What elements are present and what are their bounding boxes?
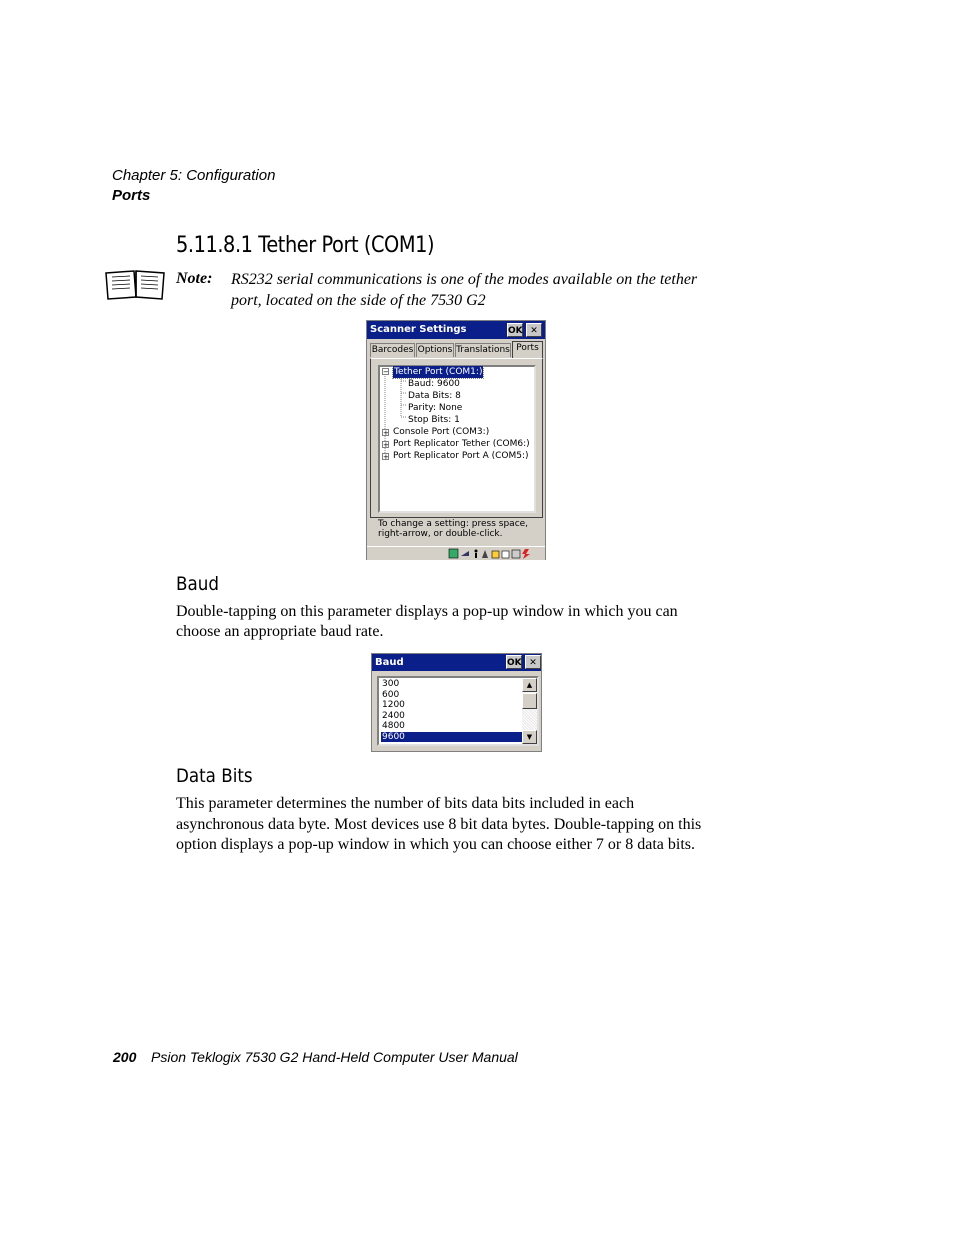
battery-icon xyxy=(522,549,530,559)
manual-title: Psion Teklogix 7530 G2 Hand-Held Computer User Manual xyxy=(151,1049,518,1065)
taskbar xyxy=(367,546,545,560)
tree-item-stop-bits[interactable]: Stop Bits: 1 xyxy=(408,415,460,425)
tab-options[interactable]: Options xyxy=(417,345,453,355)
data-bits-text-line2: asynchronous data byte. Most devices use 8 bit data bytes. Double-tapping on this xyxy=(176,815,702,833)
ports-tree-view[interactable] xyxy=(378,365,536,513)
arrow-icon xyxy=(461,551,469,556)
page-number: 200 xyxy=(113,1049,137,1065)
data-bits-text-line3: option displays a pop-up window in which you can choose either 7 or 8 data bits. xyxy=(176,836,696,853)
baud-option-4800[interactable]: 4800 xyxy=(382,721,405,731)
scanner-icon xyxy=(502,551,509,558)
tray-icons xyxy=(447,548,545,560)
scanner-settings-title: Scanner Settings xyxy=(370,324,467,335)
baud-dialog-title: Baud xyxy=(375,657,404,668)
tree-item-data-bits[interactable]: Data Bits: 8 xyxy=(408,391,461,401)
expand-icon[interactable]: + xyxy=(383,453,389,461)
network-icon xyxy=(449,549,458,558)
baud-option-9600-selected[interactable]: 9600 xyxy=(381,732,522,743)
scanner-settings-titlebar xyxy=(367,321,545,339)
tab-panel xyxy=(370,358,543,518)
baud-listbox[interactable] xyxy=(377,676,539,746)
tree-item-tether-port[interactable]: Tether Port (COM1:) xyxy=(394,367,483,377)
keyboard-icon xyxy=(512,550,520,558)
tab-translations[interactable]: Translations xyxy=(456,345,510,355)
hint-line2: right-arrow, or double-click. xyxy=(378,529,503,539)
close-button[interactable]: ✕ xyxy=(526,323,542,337)
collapse-icon[interactable]: − xyxy=(383,368,389,376)
tree-item-console-port[interactable]: Console Port (COM3:) xyxy=(393,427,490,437)
hint-line1: To change a setting: press space, xyxy=(378,519,529,529)
scroll-up-icon[interactable]: ▲ xyxy=(522,678,537,692)
baud-option-600[interactable]: 600 xyxy=(382,689,400,700)
expand-icon[interactable]: + xyxy=(383,441,389,449)
baud-option-1200[interactable]: 1200 xyxy=(382,700,405,710)
baud-titlebar xyxy=(372,654,541,671)
info-icon xyxy=(475,550,478,553)
baud-dialog xyxy=(371,653,542,752)
close-button[interactable]: ✕ xyxy=(525,655,541,669)
tree-item-baud[interactable]: Baud: 9600 xyxy=(408,379,460,389)
lock-icon xyxy=(492,551,499,558)
baud-option-2400[interactable]: 2400 xyxy=(382,710,405,721)
note-text-line2: port, located on the side of the 7530 G2 xyxy=(231,292,486,309)
scroll-down-icon[interactable]: ▼ xyxy=(522,730,537,744)
expand-icon[interactable]: + xyxy=(383,429,389,437)
baud-option-300[interactable]: 300 xyxy=(382,679,400,689)
baud-text-line2: choose an appropriate baud rate. xyxy=(176,623,384,640)
note-text-line1: RS232 serial communications is one of the modes available on the tether xyxy=(231,271,698,288)
data-bits-heading: Data Bits xyxy=(176,765,253,787)
section-title: 5.11.8.1 Tether Port (COM1) xyxy=(176,233,435,258)
scrollbar[interactable] xyxy=(522,678,537,744)
ok-button[interactable]: OK xyxy=(507,323,523,337)
note-label: Note: xyxy=(176,270,213,287)
tab-barcodes[interactable]: Barcodes xyxy=(371,345,414,355)
user-icon xyxy=(482,550,488,558)
running-header-section: Ports xyxy=(112,187,151,204)
tree-item-parity[interactable]: Parity: None xyxy=(408,403,463,413)
data-bits-text-line1: This parameter determines the number of bits data bits included in each xyxy=(176,795,635,812)
ok-button[interactable]: OK xyxy=(506,655,522,669)
tree-item-port-replicator-port-a[interactable]: Port Replicator Port A (COM5:) xyxy=(393,451,529,461)
baud-text-line1: Double-tapping on this parameter displays a pop-up window in which you can xyxy=(176,603,678,620)
running-header-chapter: Chapter 5: Configuration xyxy=(112,167,276,184)
tree-item-port-replicator-tether[interactable]: Port Replicator Tether (COM6:) xyxy=(393,439,530,449)
scroll-thumb[interactable] xyxy=(522,693,537,709)
scanner-settings-dialog xyxy=(366,320,546,560)
tab-ports[interactable]: Ports xyxy=(512,341,543,358)
baud-heading: Baud xyxy=(176,573,219,595)
book-icon xyxy=(104,267,168,301)
